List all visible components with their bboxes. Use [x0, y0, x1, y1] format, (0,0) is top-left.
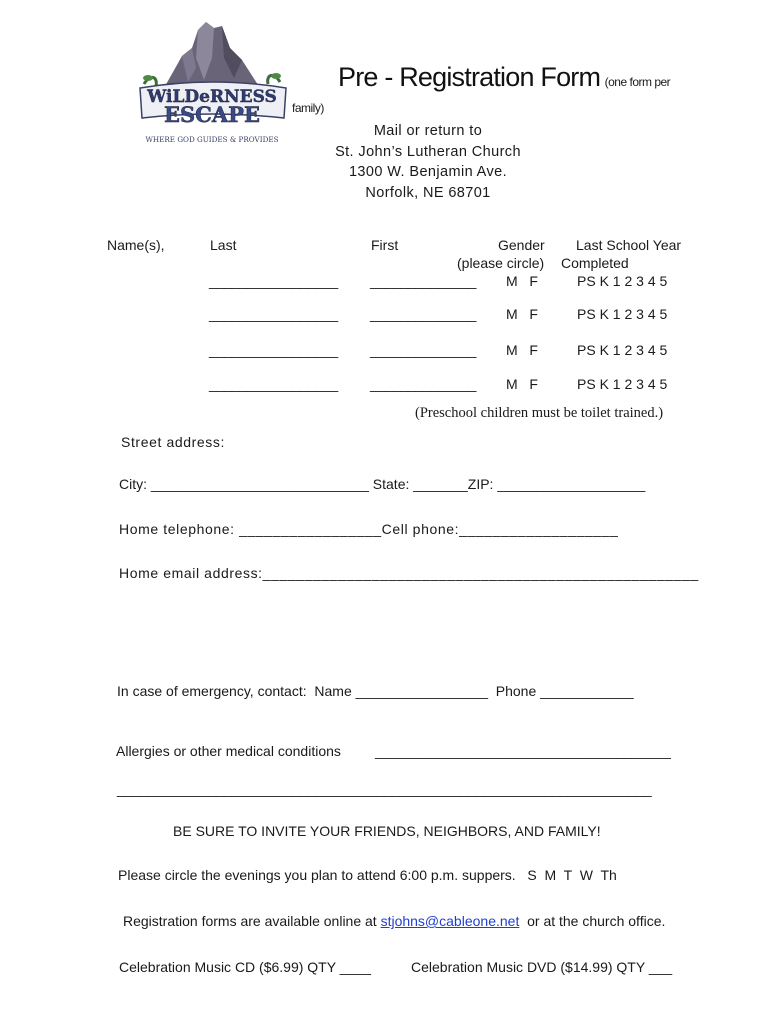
col-first-header: First: [371, 237, 399, 253]
mountain-logo-icon: [134, 18, 290, 158]
logo-tagline: WHERE GOD GUIDES & PROVIDES: [145, 135, 279, 144]
online-registration-note: [123, 913, 665, 929]
email-link[interactable]: stjohns@cableone.net: [380, 913, 520, 929]
suppers-options[interactable]: Please circle the evenings you plan to attend 6:00 p.m. suppers. S M T W Th: [118, 867, 617, 883]
last-name-field[interactable]: _________________: [209, 342, 338, 358]
logo-line1: WiLDeRNESS: [147, 87, 277, 107]
invite-message: BE SURE TO INVITE YOUR FRIENDS, NEIGHBORS, AND FAMILY!: [173, 823, 601, 839]
allergies-field[interactable]: ______________________________________: [375, 743, 671, 759]
form-title-note: (one form per: [604, 75, 671, 89]
email-field[interactable]: Home email address:____________________________________________________: [119, 565, 699, 581]
preschool-note: (Preschool children must be toilet trained.): [415, 405, 664, 421]
emergency-contact-field[interactable]: In case of emergency, contact: Name _________________ Phone ____________: [117, 683, 634, 699]
gender-options[interactable]: M F: [506, 306, 538, 322]
grade-options[interactable]: PS K 1 2 3 4 5: [577, 342, 668, 358]
last-name-field[interactable]: _________________: [209, 273, 338, 289]
city-state-zip-field[interactable]: City: ____________________________ State: _______ZIP: ___________________: [119, 476, 646, 492]
address-line: St. John’s Lutheran Church: [335, 143, 521, 160]
allergies-label: Allergies or other medical conditions: [116, 743, 341, 759]
music-dvd-order[interactable]: Celebration Music DVD ($14.99) QTY ___: [411, 959, 673, 975]
col-last-header: Last: [210, 237, 237, 253]
wilderness-escape-logo: [134, 18, 290, 158]
grade-options[interactable]: PS K 1 2 3 4 5: [577, 306, 668, 322]
address-line: Norfolk, NE 68701: [365, 184, 491, 201]
address-line: 1300 W. Benjamin Ave.: [348, 164, 508, 180]
first-name-field[interactable]: ______________: [370, 376, 477, 392]
online-text-after: or at the church office.: [519, 913, 666, 929]
first-name-field[interactable]: ______________: [370, 306, 477, 322]
mailing-address: [300, 121, 556, 201]
names-label: Name(s),: [107, 237, 165, 253]
grade-options[interactable]: PS K 1 2 3 4 5: [577, 376, 668, 392]
last-name-field[interactable]: _________________: [209, 376, 338, 392]
form-title-note-cont: family): [292, 101, 324, 115]
music-cd-order[interactable]: Celebration Music CD ($6.99) QTY ____: [119, 959, 371, 975]
last-name-field[interactable]: _________________: [209, 306, 338, 322]
col-gender-header: Gender: [498, 237, 545, 253]
first-name-field[interactable]: ______________: [370, 342, 477, 358]
online-text-before: Registration forms are available online at: [123, 913, 381, 929]
col-school-note: Completed: [561, 255, 629, 271]
form-title: [338, 62, 670, 93]
col-gender-note: (please circle): [457, 255, 545, 271]
logo-line2: ESCAPE: [164, 102, 260, 127]
address-line: Mail or return to: [373, 123, 483, 139]
col-school-header: Last School Year: [576, 237, 682, 253]
form-title-main: Pre - Registration Form: [338, 62, 601, 92]
gender-options[interactable]: M F: [506, 273, 538, 289]
first-name-field[interactable]: ______________: [370, 273, 477, 289]
gender-options[interactable]: M F: [506, 342, 538, 358]
street-address-field[interactable]: Street address:: [121, 434, 225, 450]
grade-options[interactable]: PS K 1 2 3 4 5: [577, 273, 668, 289]
phone-fields[interactable]: Home telephone: _________________Cell phone:___________________: [119, 521, 619, 537]
gender-options[interactable]: M F: [506, 376, 538, 392]
allergies-field-line2[interactable]: ______________________________________________________________________: [117, 781, 652, 797]
